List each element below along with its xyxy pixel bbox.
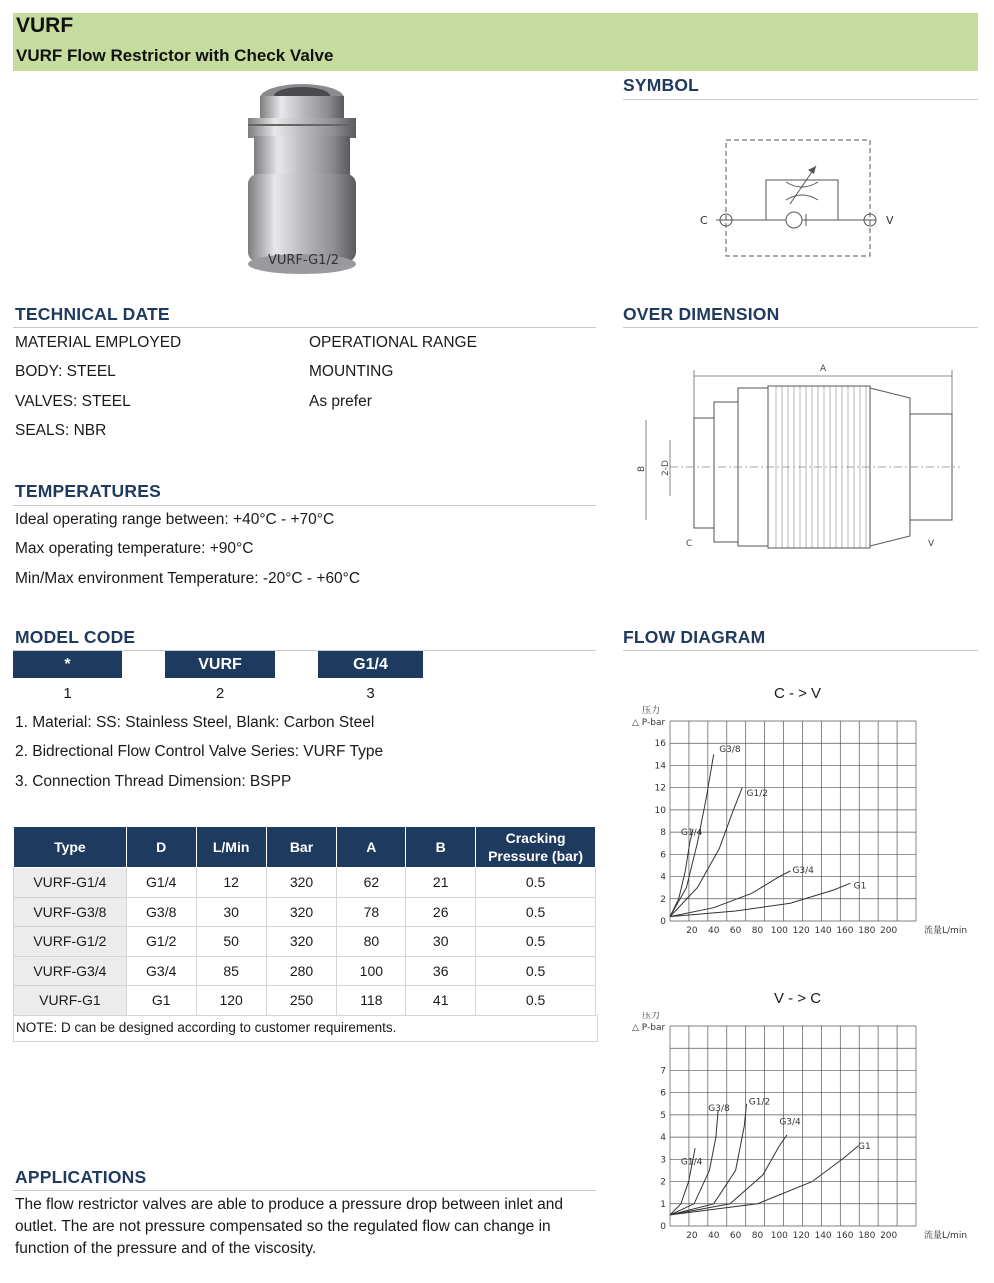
x-tick-label: 40 <box>708 926 720 936</box>
x-tick-label: 120 <box>792 1231 810 1241</box>
y-axis-label-cn: 压力 <box>642 706 661 716</box>
dim-label-a: A <box>820 364 827 374</box>
spec-table <box>13 826 596 1016</box>
flow-chart-v-to-c <box>618 1012 988 1247</box>
x-tick-label: 140 <box>814 926 832 936</box>
technical-title: TECHNICAL DATE <box>15 304 170 324</box>
cell-type: VURF-G3/4 <box>14 956 127 986</box>
cell-a: 62 <box>337 868 406 898</box>
model-note-3: 3. Connection Thread Dimension: BSPP <box>15 773 292 790</box>
symbol-divider <box>623 99 978 100</box>
cell-lmin: 30 <box>196 897 266 927</box>
cell-d: G1/4 <box>126 868 196 898</box>
cell-cracking: 0.5 <box>476 986 596 1016</box>
y-tick-label: 16 <box>654 739 666 750</box>
x-tick-label: 200 <box>880 926 898 936</box>
col-header-a: A <box>337 827 406 868</box>
series-line-G3-4 <box>670 871 790 917</box>
series-label: G3/8 <box>708 1104 730 1115</box>
table-row <box>14 868 596 898</box>
col-header-cracking: Cracking Pressure (bar) <box>476 827 596 868</box>
cell-b: 36 <box>406 956 476 986</box>
series-label: G1 <box>853 881 867 892</box>
cell-b: 21 <box>406 868 476 898</box>
series-label: G1/2 <box>746 789 769 800</box>
y-tick-label: 10 <box>654 805 666 816</box>
y-axis-label-cn: 压力 <box>642 1012 661 1021</box>
cell-lmin: 85 <box>196 956 266 986</box>
y-tick-label: 7 <box>660 1066 666 1077</box>
y-axis-label: △ P-bar <box>632 1023 666 1033</box>
technical-divider <box>13 327 596 328</box>
dim-label-b: B <box>637 465 647 472</box>
tech-right-2: MOUNTING <box>309 363 394 380</box>
y-tick-label: 0 <box>660 917 666 927</box>
chart-title-vc: V - > C <box>773 990 822 1007</box>
series-line-G3-4 <box>670 1135 787 1215</box>
model-code-num-1: 1 <box>63 685 72 702</box>
cell-type: VURF-G1 <box>14 986 127 1016</box>
col-header-type: Type <box>14 827 127 868</box>
model-code-title: MODEL CODE <box>15 627 136 647</box>
page-subtitle: VURF Flow Restrictor with Check Valve <box>16 46 334 65</box>
model-code-box-3: G1/4 <box>318 651 423 678</box>
cell-b: 26 <box>406 897 476 927</box>
x-axis-label: 流量L/min <box>924 1231 968 1241</box>
applications-text: The flow restrictor valves are able to produce a pressure drop between inlet and outlet. The are not pressure compensated so the regulated flow can change in function of the pressure and of the viscosity. <box>15 1196 563 1257</box>
x-tick-label: 60 <box>729 926 742 936</box>
dimension-drawing <box>630 358 970 553</box>
x-tick-label: 80 <box>751 1231 764 1241</box>
series-label: G1/4 <box>680 1157 703 1168</box>
x-tick-label: 60 <box>729 1231 742 1241</box>
x-tick-label: 160 <box>836 1231 854 1241</box>
series-label: G3/4 <box>779 1117 801 1128</box>
cell-lmin: 120 <box>196 986 266 1016</box>
model-code-num-3: 3 <box>366 685 375 702</box>
cell-d: G3/4 <box>126 956 196 986</box>
y-tick-label: 14 <box>654 761 666 772</box>
flow-diagram-divider <box>623 650 978 651</box>
y-tick-label: 1 <box>660 1199 666 1210</box>
model-note-2: 2. Bidrectional Flow Control Valve Series: VURF Type <box>15 743 384 760</box>
y-axis-label: △ P-bar <box>632 718 666 728</box>
series-label: G1 <box>858 1142 871 1152</box>
dim-label-v: V <box>928 539 935 549</box>
tech-left-1: MATERIAL EMPLOYED <box>15 334 182 351</box>
series-label: G3/8 <box>719 744 741 755</box>
cell-lmin: 12 <box>196 868 266 898</box>
x-tick-label: 120 <box>792 926 810 936</box>
tech-right-3: As prefer <box>309 393 372 410</box>
table-note: NOTE: D can be designed according to customer requirements. <box>13 1014 598 1042</box>
cell-type: VURF-G1/4 <box>14 868 127 898</box>
table-row <box>14 897 596 927</box>
model-code-box-2: VURF <box>165 651 275 678</box>
temperatures-title: TEMPERATURES <box>15 481 161 501</box>
cell-a: 118 <box>337 986 406 1016</box>
series-line-G1 <box>670 1146 858 1215</box>
product-photo <box>240 78 370 278</box>
cell-type: VURF-G1/2 <box>14 927 127 957</box>
table-row <box>14 927 596 957</box>
y-tick-label: 2 <box>660 894 666 905</box>
tech-left-4: SEALS: NBR <box>15 422 107 439</box>
symbol-port-v: V <box>886 214 894 227</box>
cell-lmin: 50 <box>196 927 266 957</box>
table-header-row <box>14 827 596 868</box>
series-label: G1/4 <box>680 828 703 839</box>
cell-cracking: 0.5 <box>476 868 596 898</box>
temp-line-1: Ideal operating range between: +40°C - +70°C <box>15 511 335 528</box>
y-tick-label: 0 <box>660 1222 666 1232</box>
y-tick-label: 6 <box>660 1088 666 1099</box>
cell-d: G1/2 <box>126 927 196 957</box>
y-tick-label: 5 <box>660 1110 666 1121</box>
cell-bar: 320 <box>266 868 337 898</box>
applications-title: APPLICATIONS <box>15 1167 147 1187</box>
x-tick-label: 20 <box>686 1231 698 1241</box>
cell-cracking: 0.5 <box>476 956 596 986</box>
dimension-title: OVER DIMENSION <box>623 304 780 324</box>
col-header-bar: Bar <box>266 827 337 868</box>
x-tick-label: 180 <box>858 926 876 936</box>
flow-diagram-title: FLOW DIAGRAM <box>623 627 766 647</box>
col-header-lmin: L/Min <box>196 827 266 868</box>
series-label: G1/2 <box>748 1097 771 1108</box>
x-tick-label: 200 <box>880 1231 898 1241</box>
cell-a: 100 <box>337 956 406 986</box>
temp-line-3: Min/Max environment Temperature: -20°C - +60°C <box>15 570 361 587</box>
x-tick-label: 180 <box>858 1231 876 1241</box>
model-note-1: 1. Material: SS: Stainless Steel, Blank: Carbon Steel <box>15 714 375 731</box>
flow-chart-c-to-v <box>618 705 988 945</box>
cell-d: G3/8 <box>126 897 196 927</box>
y-tick-label: 4 <box>660 872 666 883</box>
y-tick-label: 2 <box>660 1177 666 1188</box>
series-label: G3/4 <box>792 865 814 876</box>
x-tick-label: 80 <box>751 926 764 936</box>
applications-divider <box>13 1190 596 1191</box>
symbol-title: SYMBOL <box>623 75 700 95</box>
chart-title-cv: C - > V <box>773 685 822 702</box>
series-line-G1-4 <box>670 829 693 917</box>
x-tick-label: 100 <box>770 1231 788 1241</box>
product-label: VURF-G1/2 <box>268 253 340 268</box>
dim-label-d: 2-D <box>661 460 671 476</box>
hydraulic-symbol <box>690 130 910 265</box>
tech-right-1: OPERATIONAL RANGE <box>309 334 477 351</box>
col-header-b: B <box>406 827 476 868</box>
temp-line-2: Max operating temperature: +90°C <box>15 540 254 557</box>
temperatures-divider <box>13 505 596 506</box>
col-header-d: D <box>126 827 196 868</box>
cell-b: 30 <box>406 927 476 957</box>
y-tick-label: 12 <box>654 783 666 794</box>
cell-bar: 280 <box>266 956 337 986</box>
cell-b: 41 <box>406 986 476 1016</box>
y-tick-label: 8 <box>660 828 666 839</box>
model-code-num-2: 2 <box>215 685 225 702</box>
x-axis-label: 流量L/min <box>924 926 968 936</box>
model-code-box-1: * <box>13 651 122 678</box>
y-tick-label: 3 <box>660 1155 666 1166</box>
cell-cracking: 0.5 <box>476 927 596 957</box>
page-title: VURF <box>16 14 74 37</box>
tech-left-3: VALVES: STEEL <box>15 393 131 410</box>
cell-bar: 320 <box>266 927 337 957</box>
x-tick-label: 20 <box>686 926 698 936</box>
cell-type: VURF-G3/8 <box>14 897 127 927</box>
symbol-port-c: C <box>700 214 708 227</box>
cell-d: G1 <box>126 986 196 1016</box>
cell-cracking: 0.5 <box>476 897 596 927</box>
table-row <box>14 986 596 1016</box>
x-tick-label: 100 <box>770 926 788 936</box>
x-tick-label: 40 <box>708 1231 720 1241</box>
x-tick-label: 160 <box>836 926 854 936</box>
dimension-divider <box>623 327 978 328</box>
cell-bar: 320 <box>266 897 337 927</box>
y-tick-label: 6 <box>660 850 666 861</box>
cell-a: 78 <box>337 897 406 927</box>
cell-a: 80 <box>337 927 406 957</box>
dim-label-c: C <box>686 539 693 549</box>
tech-left-2: BODY: STEEL <box>15 363 116 380</box>
table-row <box>14 956 596 986</box>
x-tick-label: 140 <box>814 1231 832 1241</box>
cell-bar: 250 <box>266 986 337 1016</box>
y-tick-label: 4 <box>660 1133 666 1144</box>
